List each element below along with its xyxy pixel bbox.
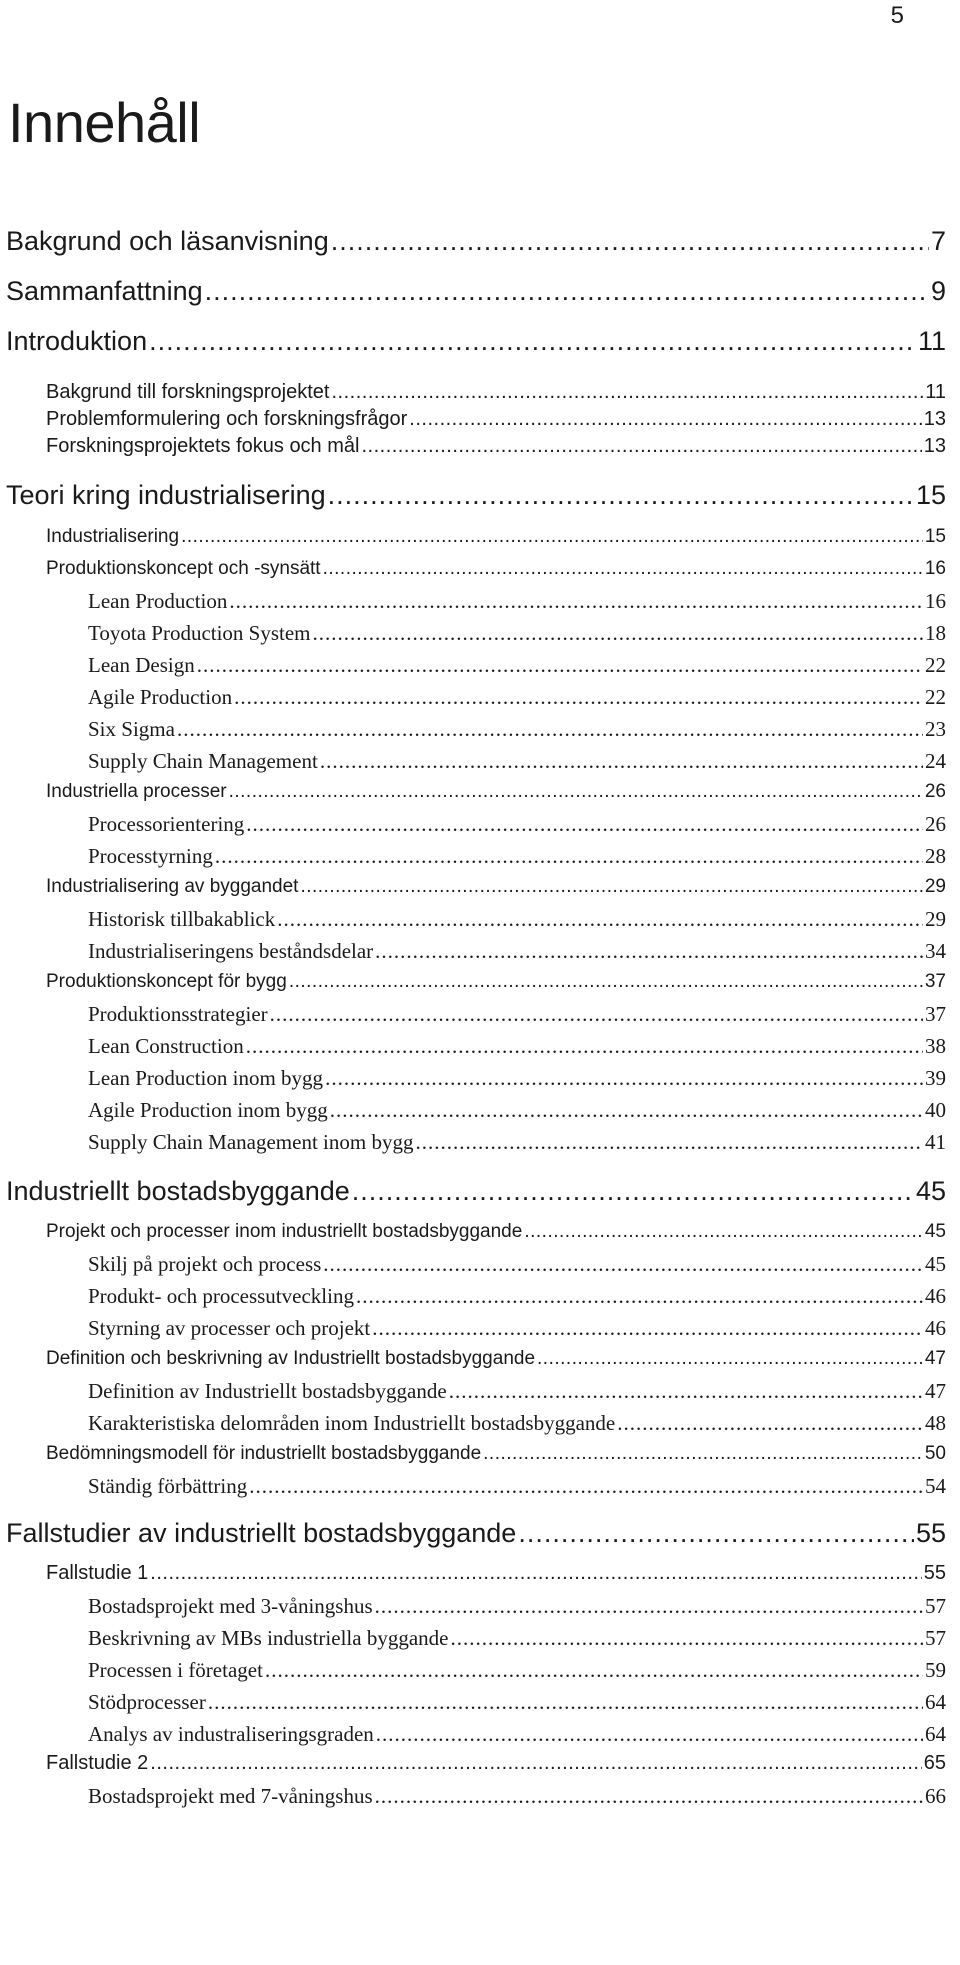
dot-leader <box>409 408 921 431</box>
toc-entry-subsection[interactable] <box>88 1784 946 1809</box>
toc-entry-label: Skilj på projekt och process <box>88 1252 322 1276</box>
toc-entry-label: Bostadsprojekt med 7-våningshus <box>88 1784 373 1808</box>
toc-entry-subsection[interactable] <box>88 1690 946 1715</box>
dot-leader <box>375 1784 923 1809</box>
toc-entry-subsection[interactable] <box>88 1594 946 1619</box>
dot-leader <box>328 480 914 511</box>
toc-entry-subsection[interactable] <box>88 1722 946 1747</box>
toc-entry-page: 39 <box>925 1066 946 1090</box>
toc-entry-subsection[interactable] <box>88 844 946 869</box>
toc-entry-label: Lean Construction <box>88 1034 244 1058</box>
toc-entry-label: Forskningsprojektets fokus och mål <box>46 435 360 457</box>
dot-leader <box>320 749 923 774</box>
dot-leader <box>323 1252 923 1277</box>
toc-entry-subsection[interactable] <box>88 685 946 710</box>
dot-leader <box>246 812 923 837</box>
dot-leader <box>197 653 923 678</box>
toc-entry-label: Processtyrning <box>88 844 213 868</box>
dot-leader <box>205 276 929 307</box>
dot-leader <box>265 1658 923 1683</box>
toc-entry-chapter[interactable] <box>6 480 946 511</box>
toc-entry-label: Fallstudie 1 <box>46 1562 149 1584</box>
toc-entry-label: Supply Chain Management inom bygg <box>88 1130 414 1154</box>
toc-entry-label: Definition av Industriellt bostadsbyggande <box>88 1379 447 1403</box>
dot-leader <box>313 621 923 646</box>
toc-entry-subsection[interactable] <box>88 939 946 964</box>
dot-leader <box>300 876 922 898</box>
toc-entry-page: 11 <box>917 326 946 356</box>
page-title: Innehåll <box>8 91 201 154</box>
toc-entry-subsection[interactable] <box>88 653 946 678</box>
toc-entry-label: Problemformulering och forskningsfrågor <box>46 408 408 430</box>
toc-entry-page: 15 <box>915 480 946 510</box>
toc-entry-page: 9 <box>930 276 946 306</box>
toc-entry-page: 59 <box>925 1658 946 1682</box>
toc-entry-chapter[interactable] <box>6 226 946 257</box>
toc-entry-page: 45 <box>924 1221 946 1242</box>
toc-entry-subsection[interactable] <box>88 1316 946 1341</box>
toc-entry-page: 37 <box>924 971 946 992</box>
dot-leader <box>361 435 921 458</box>
toc-entry-subsection[interactable] <box>88 1098 946 1123</box>
toc-entry-page: 26 <box>924 781 946 802</box>
toc-entry-label: Stödprocesser <box>88 1690 206 1714</box>
toc-entry-section[interactable] <box>46 1752 946 1775</box>
toc-entry-page: 57 <box>925 1626 946 1650</box>
dot-leader <box>181 526 923 548</box>
toc-entry-page: 46 <box>925 1284 946 1308</box>
toc-entry-label: Beskrivning av MBs industriella byggande <box>88 1626 449 1650</box>
page-number: 5 <box>890 2 904 29</box>
toc-entry-page: 46 <box>925 1316 946 1340</box>
toc-entry-subsection[interactable] <box>88 1626 946 1651</box>
toc-entry-page: 55 <box>923 1562 946 1584</box>
toc-entry-label: Bostadsprojekt med 3-våningshus <box>88 1594 373 1618</box>
toc-entry-label: Definition och beskrivning av Industriellt bostadsbyggande <box>46 1348 536 1369</box>
toc-entry-page: 28 <box>925 844 946 868</box>
toc-entry-page: 48 <box>925 1411 946 1435</box>
dot-leader <box>330 1098 923 1123</box>
toc-entry-label: Sammanfattning <box>6 276 203 306</box>
toc-entry-label: Produktionskoncept för bygg <box>46 971 287 992</box>
dot-leader <box>352 1176 914 1207</box>
toc-entry-label: Projekt och processer inom industriellt bostadsbyggande <box>46 1221 523 1242</box>
dot-leader <box>375 939 923 964</box>
toc-entry-label: Processen i företaget <box>88 1658 263 1682</box>
toc-entry-chapter[interactable] <box>6 1176 946 1207</box>
toc-entry-page: 65 <box>923 1752 946 1774</box>
toc-entry-section[interactable] <box>46 558 946 580</box>
toc-entry-label: Produktionskoncept och -synsätt <box>46 558 321 579</box>
toc-entry-subsection[interactable] <box>88 907 946 932</box>
toc-entry-page: 57 <box>925 1594 946 1618</box>
toc-entry-label: Industriella processer <box>46 781 227 802</box>
toc-entry-label: Toyota Production System <box>88 621 311 645</box>
toc-entry-page: 29 <box>924 876 946 897</box>
toc-entry-label: Industrialiseringens beståndsdelar <box>88 939 374 963</box>
toc-entry-page: 66 <box>925 1784 946 1808</box>
toc-entry-section[interactable] <box>46 876 946 898</box>
toc-entry-subsection[interactable] <box>88 1034 946 1059</box>
dot-leader <box>356 1284 923 1309</box>
toc-entry-page: 13 <box>923 435 946 457</box>
toc-entry-subsection[interactable] <box>88 1252 946 1277</box>
dot-leader <box>323 558 923 580</box>
toc-entry-label: Lean Production <box>88 589 228 613</box>
toc-entry-page: 41 <box>925 1130 946 1154</box>
toc-entry-label: Bakgrund och läsanvisning <box>6 226 329 256</box>
toc-entry-page: 47 <box>924 1348 946 1369</box>
toc-entry-page: 29 <box>925 907 946 931</box>
toc-entry-label: Industrialisering av byggandet <box>46 876 299 897</box>
toc-entry-label: Analys av industraliseringsgraden <box>88 1722 374 1746</box>
dot-leader <box>150 1752 921 1775</box>
toc-entry-label: Karakteristiska delområden inom Industriellt bostadsbyggande <box>88 1411 616 1435</box>
toc-entry-page: 45 <box>925 1252 946 1276</box>
toc-entry-section[interactable] <box>46 1443 946 1465</box>
toc-entry-subsection[interactable] <box>88 1066 946 1091</box>
dot-leader <box>325 1066 923 1091</box>
toc-entry-subsection[interactable] <box>88 1474 946 1499</box>
toc-entry-label: Ständig förbättring <box>88 1474 248 1498</box>
dot-leader <box>229 781 923 803</box>
dot-leader <box>331 381 923 404</box>
dot-leader <box>617 1411 923 1436</box>
dot-leader <box>208 1690 923 1715</box>
toc-entry-page: 16 <box>925 589 946 613</box>
toc-entry-page: 34 <box>925 939 946 963</box>
toc-entry-label: Industriellt bostadsbyggande <box>6 1176 350 1206</box>
toc-entry-page: 11 <box>925 381 946 403</box>
dot-leader <box>415 1130 923 1155</box>
dot-leader <box>450 1626 923 1651</box>
toc-entry-page: 37 <box>925 1002 946 1026</box>
toc-entry-chapter[interactable] <box>6 276 946 307</box>
toc-entry-page: 23 <box>925 717 946 741</box>
dot-leader <box>249 1474 923 1499</box>
toc-entry-section[interactable] <box>46 526 946 548</box>
toc-entry-subsection[interactable] <box>88 1130 946 1155</box>
dot-leader <box>246 1034 923 1059</box>
toc-entry-page: 7 <box>930 226 946 256</box>
toc-entry-subsection[interactable] <box>88 589 946 614</box>
toc-entry-label: Styrning av processer och projekt <box>88 1316 371 1340</box>
toc-entry-label: Agile Production inom bygg <box>88 1098 328 1122</box>
toc-entry-label: Introduktion <box>6 326 148 356</box>
toc-entry-label: Fallstudie 2 <box>46 1752 149 1774</box>
toc-entry-subsection[interactable] <box>88 1284 946 1309</box>
toc-entry-label: Lean Production inom bygg <box>88 1066 324 1090</box>
dot-leader <box>149 326 916 357</box>
toc-entry-subsection[interactable] <box>88 717 946 742</box>
toc-entry-subsection[interactable] <box>88 1658 946 1683</box>
toc-entry-label: Bedömningsmodell för industriellt bostadsbyggande <box>46 1443 482 1464</box>
dot-leader <box>150 1562 921 1585</box>
toc-entry-page: 55 <box>915 1518 946 1548</box>
toc-entry-subsection[interactable] <box>88 749 946 774</box>
toc-entry-section[interactable] <box>46 435 946 458</box>
toc-entry-page: 54 <box>925 1474 946 1498</box>
toc-entry-chapter[interactable] <box>6 1518 946 1549</box>
toc-entry-subsection[interactable] <box>88 1379 946 1404</box>
toc-entry-chapter[interactable] <box>6 326 946 357</box>
toc-entry-label: Industrialisering <box>46 526 180 547</box>
dot-leader <box>331 226 929 257</box>
toc-entry-page: 15 <box>924 526 946 547</box>
toc-entry-section[interactable] <box>46 971 946 993</box>
toc-entry-label: Lean Design <box>88 653 195 677</box>
toc-entry-section[interactable] <box>46 408 946 431</box>
toc-entry-page: 16 <box>924 558 946 579</box>
toc-entry-label: Supply Chain Management <box>88 749 318 773</box>
toc-entry-page: 64 <box>925 1690 946 1714</box>
dot-leader <box>375 1594 923 1619</box>
dot-leader <box>372 1316 923 1341</box>
dot-leader <box>518 1518 914 1549</box>
dot-leader <box>229 589 923 614</box>
dot-leader <box>483 1443 923 1465</box>
toc-entry-label: Teori kring industrialisering <box>6 480 326 510</box>
toc-entry-label: Bakgrund till forskningsprojektet <box>46 381 330 403</box>
toc-entry-page: 64 <box>925 1722 946 1746</box>
toc-entry-section[interactable] <box>46 781 946 803</box>
toc-entry-subsection[interactable] <box>88 621 946 646</box>
toc-entry-subsection[interactable] <box>88 812 946 837</box>
toc-entry-label: Six Sigma <box>88 717 175 741</box>
toc-entry-subsection[interactable] <box>88 1411 946 1436</box>
dot-leader <box>449 1379 923 1404</box>
toc-entry-page: 22 <box>925 653 946 677</box>
toc-entry-page: 40 <box>925 1098 946 1122</box>
dot-leader <box>376 1722 923 1747</box>
toc-entry-page: 26 <box>925 812 946 836</box>
toc-entry-page: 24 <box>925 749 946 773</box>
toc-entry-label: Produkt- och processutveckling <box>88 1284 354 1308</box>
toc-entry-label: Agile Production <box>88 685 233 709</box>
toc-entry-section[interactable] <box>46 1221 946 1243</box>
toc-entry-label: Fallstudier av industriellt bostadsbyggande <box>6 1518 517 1548</box>
dot-leader <box>215 844 923 869</box>
toc-entry-page: 45 <box>915 1176 946 1206</box>
toc-entry-page: 13 <box>923 408 946 430</box>
toc-entry-subsection[interactable] <box>88 1002 946 1027</box>
dot-leader <box>537 1348 923 1370</box>
dot-leader <box>289 971 923 993</box>
toc-entry-page: 38 <box>925 1034 946 1058</box>
toc-entry-label: Historisk tillbakablick <box>88 907 276 931</box>
toc-entry-section[interactable] <box>46 1348 946 1370</box>
dot-leader <box>177 717 923 742</box>
dot-leader <box>277 907 923 932</box>
toc-entry-page: 50 <box>924 1443 946 1464</box>
dot-leader <box>270 1002 923 1027</box>
toc-entry-label: Processorientering <box>88 812 245 836</box>
toc-entry-page: 22 <box>925 685 946 709</box>
dot-leader <box>234 685 923 710</box>
toc-entry-page: 47 <box>925 1379 946 1403</box>
dot-leader <box>524 1221 923 1243</box>
toc-entry-section[interactable] <box>46 1562 946 1585</box>
toc-entry-page: 18 <box>925 621 946 645</box>
toc-entry-label: Produktionsstrategier <box>88 1002 268 1026</box>
toc-entry-section[interactable] <box>46 381 946 404</box>
